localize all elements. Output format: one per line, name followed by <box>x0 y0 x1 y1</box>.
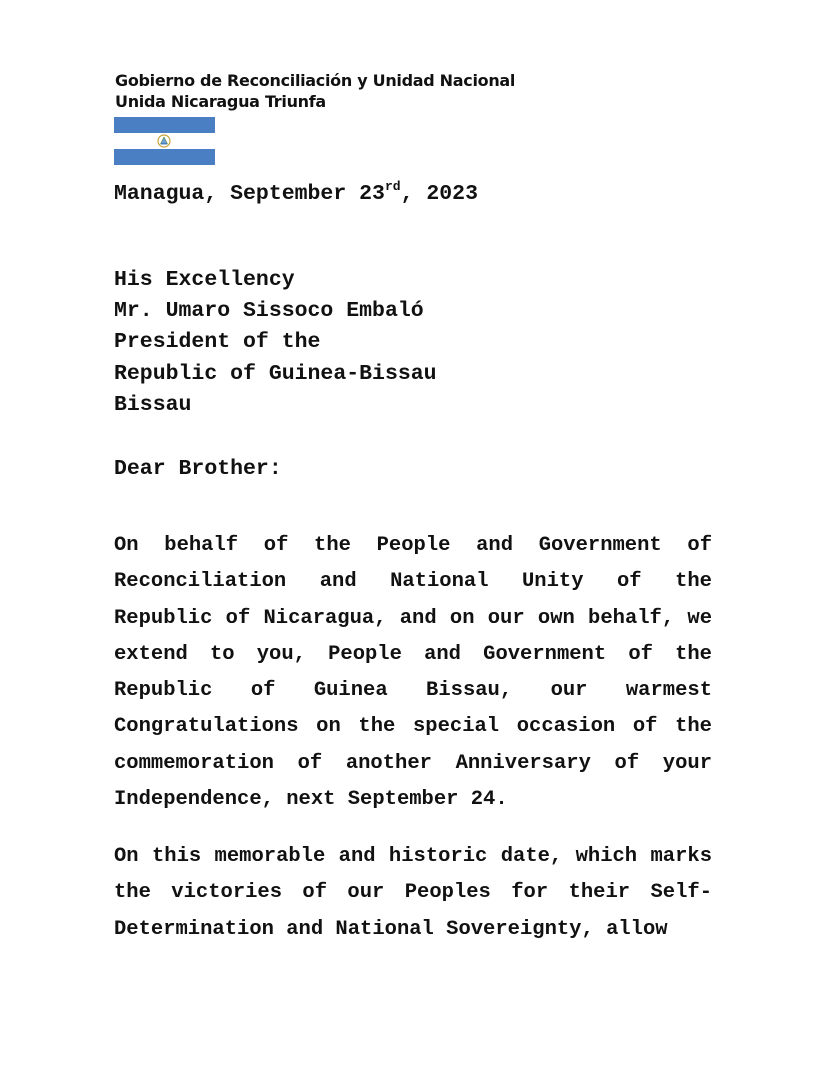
flag-band-top <box>114 117 215 133</box>
date-text: Managua, September 23 <box>114 182 385 206</box>
letterhead-slogan: Unida Nicaragua Triunfa <box>115 92 326 111</box>
nicaragua-flag-icon <box>114 117 215 165</box>
recipient-title: President of the <box>114 330 321 355</box>
paragraph-historic-date: On this memorable and historic date, which marks the victories of our Peoples for their Self-Determination and National Sovereignty, allow <box>114 845 712 941</box>
letter-date <box>114 180 478 208</box>
date-ordinal-suffix: rd <box>384 179 401 194</box>
salutation: Dear Brother: <box>114 457 282 481</box>
letterhead-government-name: Gobierno de Reconciliación y Unidad Nacional <box>115 71 516 90</box>
flag-band-bottom <box>114 149 215 165</box>
recipient-address <box>114 265 437 421</box>
paragraph-congratulations: On behalf of the People and Government of Reconciliation and National Unity of the Republic of Nicaragua, and on our own behalf, we extend to you, People and Government of the Republic of Guinea Bissau, our warmest Congratulations on the special occasion of the commemoration of another Anniversary of your Independence, next September 24. <box>114 534 712 812</box>
recipient-country: Republic of Guinea-Bissau <box>114 361 437 386</box>
recipient-name: Mr. Umaro Sissoco Embaló <box>114 299 424 324</box>
letterhead <box>115 70 515 112</box>
recipient-honorific: His Excellency <box>114 268 295 292</box>
date-year: , 2023 <box>400 182 478 206</box>
recipient-city: Bissau <box>114 392 192 417</box>
flag-emblem-icon <box>157 134 171 148</box>
